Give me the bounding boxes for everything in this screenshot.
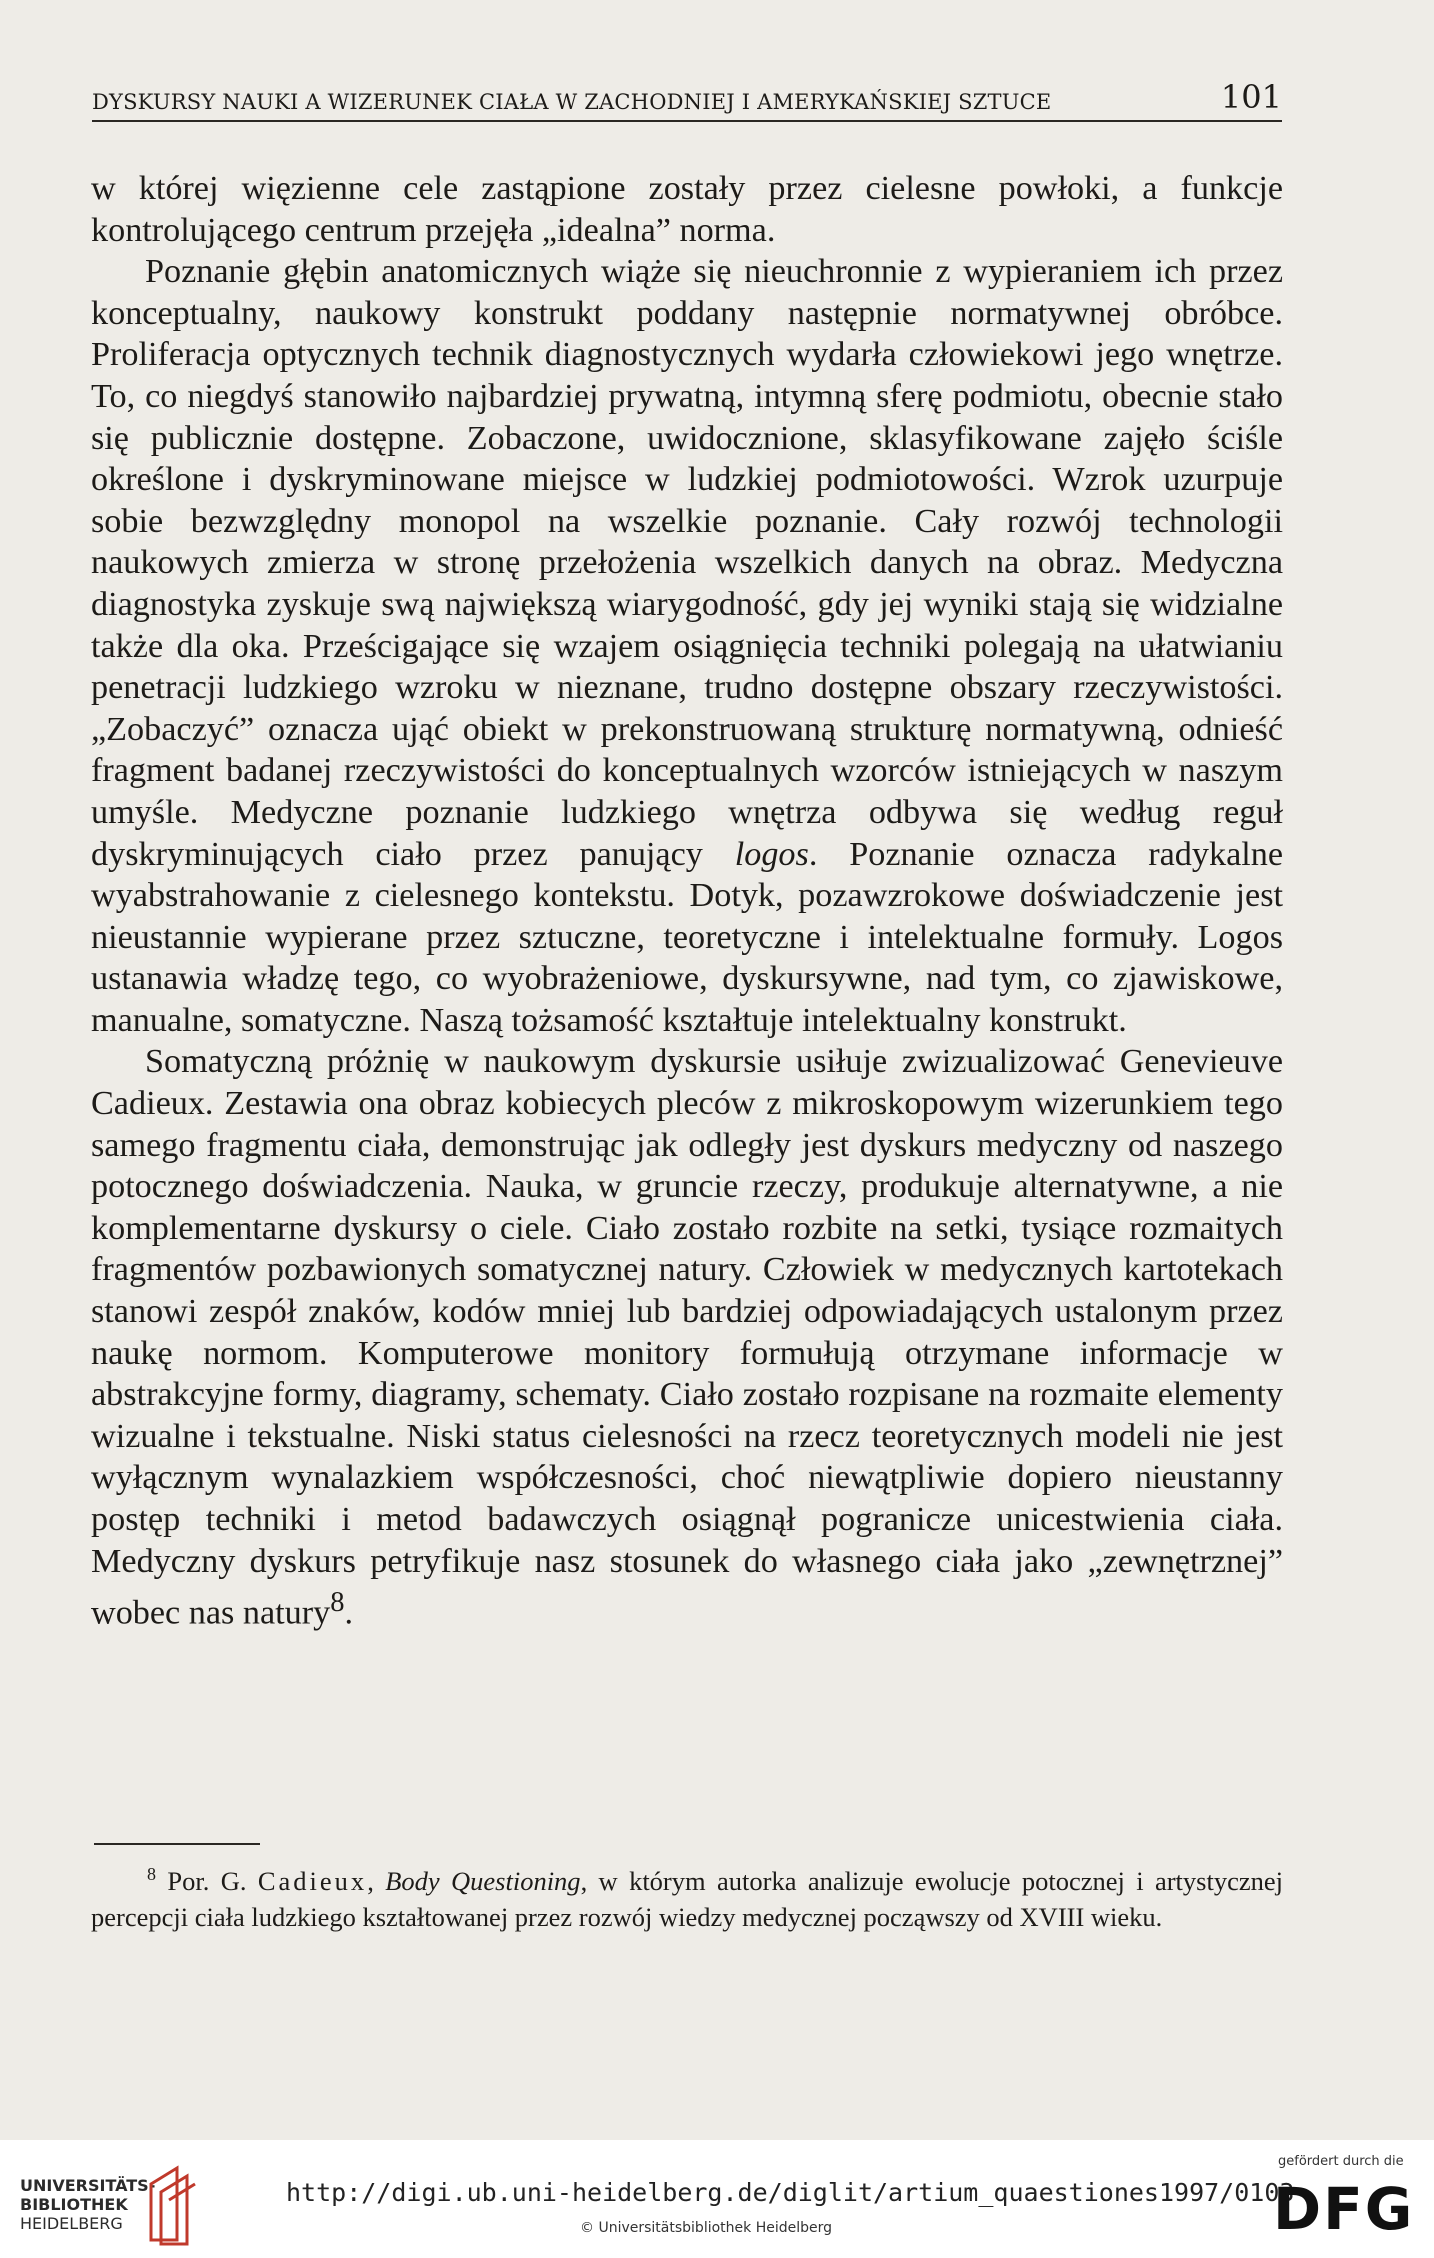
copyright-notice: © Universitätsbibliothek Heidelberg: [580, 2220, 833, 2236]
running-title: DYSKURSY NAUKI A WIZERUNEK CIAŁA W ZACHODNIEJ I AMERYKAŃSKIEJ SZTUCE: [92, 90, 1052, 114]
running-head: [92, 70, 1282, 122]
library-logo-icon: [143, 2162, 203, 2246]
paragraph-3-text: Somatyczną próżnię w naukowym dyskursie usiłuje zwizualizować Genevieuve Cadieux. Zestawia ona obraz kobiecych pleców z mikroskopowym wizerunkiem tego samego fragmentu ciała, demonstrując jak odległy jest dyskurs medyczny od naszego potocznego doświadczenia. Nauka, w gruncie rzeczy, produkuje alternatywne, a nie komplementarne dyskursy o ciele. Ciało zostało rozbite na setki, tysiące rozmaitych fragmentów pozbawionych somatycznej natury. Człowiek w medycznych kartotekach stanowi zespół znaków, kodów mniej lub bardziej odpowiadających ustalonym przez naukę normom. Komputerowe monitory formułują otrzymane informacje w abstrakcyjne formy, diagramy, schematy. Ciało zostało rozpisane na rozmaite elementy wizualne i tekstualne. Niski status cielesności na rzecz teoretycznych modeli nie jest wyłącznym wynalazkiem współczesności, choć niewątpliwie dopiero nieustanny postęp techniki i metod badawczych osiągnął pogranicze unicestwienia ciała. Medyczny dyskurs petryfikuje nasz stosunek do własnego ciała jako „zewnętrznej” wobec nas natury: [91, 1043, 1283, 1632]
paragraph-2-end: . Poznanie oznacza radykalne wyabstrahowanie z cielesnego kontekstu. Dotyk, pozawzrokowe doświadczenie jest nieustannie wypierane przez sztuczne, teoretyczne i intelektualne formuły. Logos ustanawia władzę tego, co wyobrażeniowe, dyskursywne, nad tym, co zjawiskowe, manualne, somatyczne. Naszą tożsamość kształtuje intelektualny konstrukt.: [91, 835, 1284, 1039]
footnote-title: Body Questioning: [385, 1865, 581, 1896]
paragraph-3-end: .: [344, 1594, 354, 1632]
library-name-line-3: HEIDELBERG: [20, 2214, 123, 2233]
footnote: [91, 1856, 1283, 1935]
paragraph-1: w której więzienne cele zastąpione zostały przez cielesne powłoki, a funkcje kontrolującego centrum przejęła „idealna” norma.: [91, 170, 1283, 249]
footnote-rule: [94, 1843, 260, 1845]
footnote-rest: , w którym autorka analizuje ewolucje potocznej i artystycznej percepcji ciała ludzkiego kształtowanej przez rozwój wiedzy medycznej począwszy od XVIII wieku.: [91, 1865, 1283, 1932]
paragraph-2-text: Poznanie głębin anatomicznych wiąże się nieuchronnie z wypieraniem ich przez konceptualny, naukowy konstrukt poddany następnie normatywnej obróbce. Proliferacja optycznych technik diagnostycznych wydarła człowiekowi jego wnętrze. To, co niegdyś stanowiło najbardziej prywatną, intymną sferę podmiotu, obecnie stało się publicznie dostępne. Zobaczone, uwidocznione, sklasyfikowane zajęło ściśle określone i dyskryminowane miejsce w ludzkiej podmiotowości. Wzrok uzurpuje sobie bezwzględny monopol na wszelkie poznanie. Cały rozwój technologii naukowych zmierza w stronę przełożenia wszelkich danych na obraz. Medyczna diagnostyka zyskuje swą największą wiarygodność, gdy jej wyniki stają się widzialne także dla oka. Prześcigające się wzajem osiągnięcia techniki polegają na ułatwianiu penetracji ludzkiego wzroku w nieznane, trudno dostępne obszary rzeczywistości. „Zobaczyć” oznacza ująć obiekt w prekonstruowaną strukturę normatywną, odnieść fragment badanej rzeczywistości do konceptualnych wzorców istniejących w naszym umyśle. Medyczne poznanie ludzkiego wnętrza odbywa się według reguł dyskryminujących ciało przez panujący: [91, 253, 1283, 873]
library-name-line-2: BIBLIOTHEK: [20, 2195, 128, 2214]
library-name-line-1: UNIVERSITÄTS-: [20, 2176, 156, 2195]
page-number: 101: [1220, 78, 1282, 116]
paragraph-2: [91, 251, 1283, 1041]
viewer-footer: [0, 2140, 1434, 2258]
footnote-reference: 8: [330, 1587, 345, 1619]
main-text: [91, 168, 1283, 1634]
footnote-prefix: Por. G.: [167, 1865, 247, 1896]
library-name: [20, 2176, 156, 2233]
footnote-author: Cadieux: [257, 1865, 368, 1896]
logos-word: logos: [734, 835, 809, 873]
permalink-url[interactable]: http://digi.ub.uni-heidelberg.de/diglit/artium_quaestiones1997/0103: [286, 2178, 1295, 2207]
footnote-separator: ,: [367, 1865, 374, 1896]
dfg-logo: DFG: [1273, 2175, 1415, 2243]
funding-caption: gefördert durch die: [1278, 2154, 1404, 2169]
paragraph-3: [91, 1041, 1283, 1634]
footnote-number: 8: [147, 1864, 156, 1884]
